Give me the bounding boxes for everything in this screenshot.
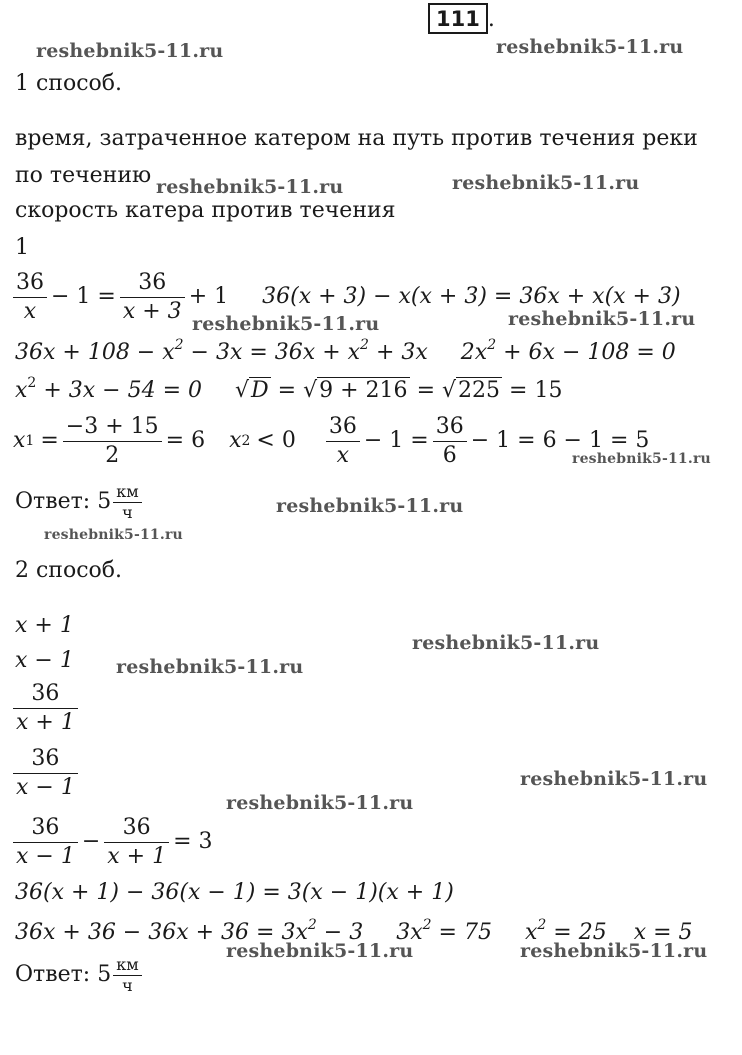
watermark: reshebnik5-11.ru [572,451,711,467]
equation-3: $x^2 + 3x - 54 = 0$ √D = √9 + 216 = √225 = 15 [15,375,563,403]
unit-fraction: $\frac{км}{ч}$ [113,955,141,996]
answer-1: Ответ: 5 $\frac{км}{ч}$ [15,472,142,532]
equation-2: $36x + 108 - x^2 - 3x = 36x + x^2 + 3x$ $2x^2 + 6x - 108 = 0$ [15,337,676,365]
method1-line4: 1 [15,235,29,260]
task-number: 111 . [428,9,495,31]
equation-1: $\frac{36}{x}$ − 1 = $\frac{36}{x + 3}$ + 1 36(x + 3) − x(x + 3) = 36x + x(x + 3) [13,266,681,328]
fraction: $\frac{36}{x}$ [13,269,47,325]
watermark: reshebnik5-11.ru [452,172,640,194]
watermark: reshebnik5-11.ru [36,40,224,62]
watermark: reshebnik5-11.ru [44,527,183,543]
method2-eq-final1: 36(x + 1) − 36(x − 1) = 3(x − 1)(x + 1) [15,880,454,905]
method2-fraction2: $\frac{36}{x - 1}$ [13,745,78,801]
method1-title: 1 способ. [15,71,123,96]
method2-line1: x + 1 [15,613,74,638]
equation-1-right: 36(x + 3) − x(x + 3) = 36x + x(x + 3) [262,284,681,309]
watermark: reshebnik5-11.ru [508,308,696,330]
watermark: reshebnik5-11.ru [276,495,464,517]
watermark: reshebnik5-11.ru [226,792,414,814]
watermark: reshebnik5-11.ru [520,940,708,962]
watermark: reshebnik5-11.ru [520,768,708,790]
unit-fraction: $\frac{км}{ч}$ [113,482,141,523]
watermark: reshebnik5-11.ru [412,632,600,654]
fraction: $\frac{36}{x + 3}$ [120,269,185,325]
method2-equation: $\frac{36}{x - 1}$ − $\frac{36}{x + 1}$ = 3 [13,810,213,874]
method2-eq-final2: $36x + 36 - 36x + 36 = 3x^2 - 3$ $3x^2 = 75$ $x^2 = 25$ x = 5 [15,917,693,945]
fraction: $\frac{-3 + 15}{2}$ [63,413,162,469]
method1-line2: по течению [15,163,152,188]
answer-2: Ответ: 5 $\frac{км}{ч}$ [15,945,142,1005]
method2-fraction1: $\frac{36}{x + 1}$ [13,680,78,736]
method1-line3: скорость катера против течения [15,198,396,223]
method2-line2: x − 1 [15,648,74,673]
watermark: reshebnik5-11.ru [156,176,344,198]
fraction: $\frac{36}{x}$ [326,413,360,469]
task-number-box: 111 [428,3,488,34]
method2-title: 2 способ. [15,558,123,583]
fraction: $\frac{36}{6}$ [433,413,467,469]
watermark: reshebnik5-11.ru [192,313,380,335]
watermark: reshebnik5-11.ru [116,656,304,678]
watermark: reshebnik5-11.ru [496,36,684,58]
equation-4: x 1 = $\frac{-3 + 15}{2}$ = 6 x 2 < 0 $\frac{36}{x}$ − 1 = $\frac{36}{6}$ − 1 = 6 − 1 = 5 [13,414,650,468]
watermark: reshebnik5-11.ru [226,940,414,962]
method1-line1: время, затраченное катером на путь против течения реки [15,126,698,151]
